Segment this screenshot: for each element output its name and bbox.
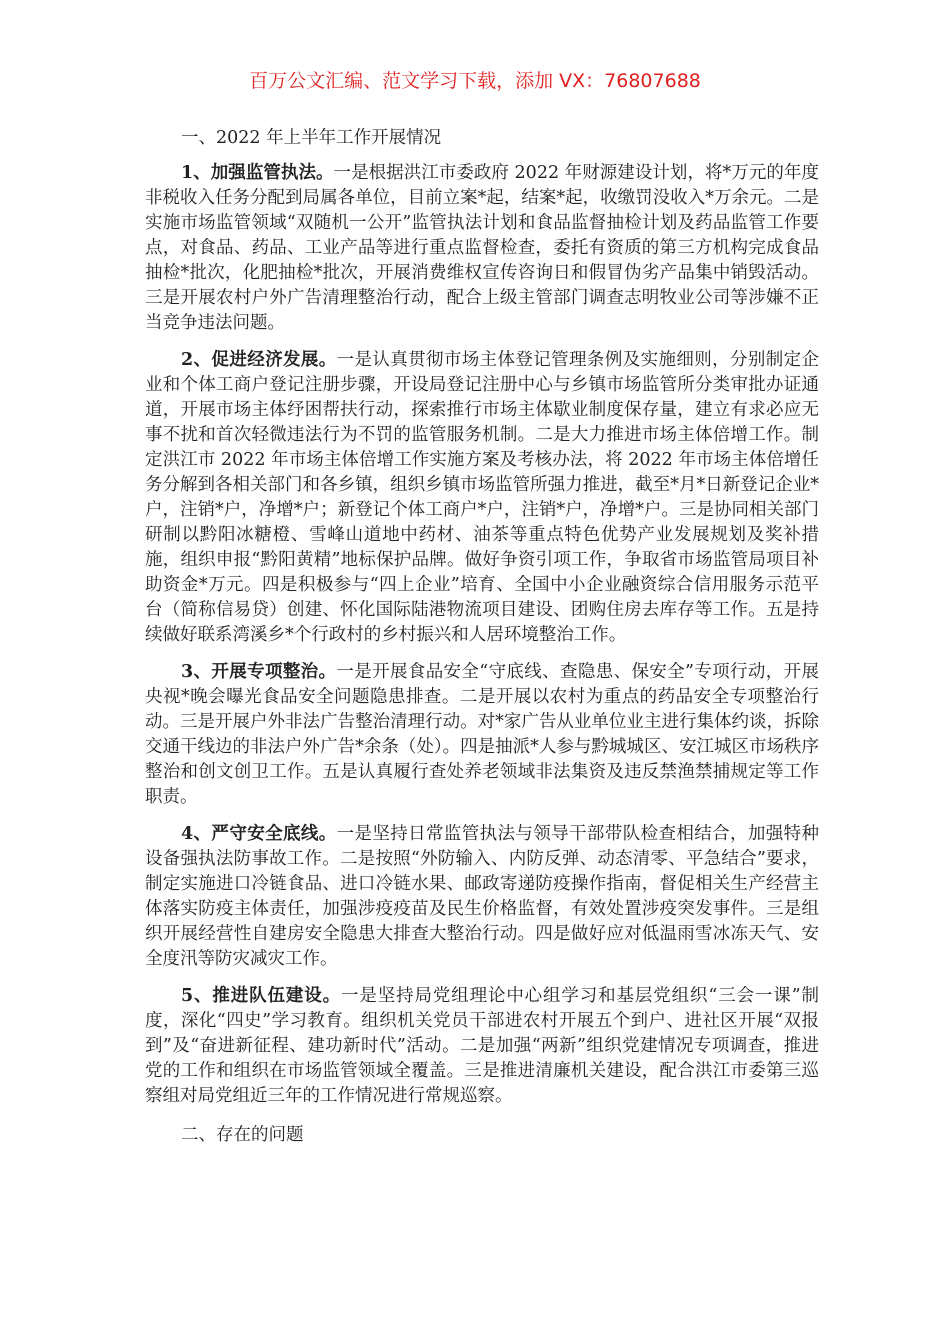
paragraph-text: 一是认真贯彻市场主体登记管理条例及实施细则，分别制定企业和个体工商户登记注册步骤，开设局登记注册中心与乡镇市场监管所分类审批办证通道，开展市场主体纾困帮扶行动，探索推行市场主体歇业制度保存量，建立有求必应无事不扰和首次轻微违法行为不罚的监管服务机制。二是大力推进市场主体倍增工作。制定洪江市 2022 年市场主体倍增工作实施方案及考核办法，将 2022 年市场主体倍增任务分解到各相关部门和各乡镇，组织乡镇市场监管所强力推进，截至*月*日新登记企业*户，注销*户，净增*户；新登记个体工商户*户，注销*户，净增*户。三是协同相关部门研制以黔阳冰糖橙、雪峰山道地中药材、油茶等重点特色优势产业发展规划及奖补措施，组织申报“黔阳黄精”地标保护品牌。做好争资引项工作，争取省市场监管局项目补助资金*万元。四是积极参与“四上企业”培育、全国中小企业融资综合信用服务示范平台（简称信易贷）创建、怀化国际陆港物流项目建设、团购住房去库存等工作。五是持续做好联系湾溪乡*个行政村的乡村振兴和人居环境整治工作。 (145, 350, 819, 645)
paragraph-5 (145, 984, 819, 1109)
document-body (145, 126, 819, 1158)
paragraph-text: 一是根据洪江市委政府 2022 年财源建设计划，将*万元的年度非税收入任务分配到局属各单位，目前立案*起，结案*起，收缴罚没收入*万余元。二是实施市场监管领域“双随机一公开”监管执法计划和食品监督抽检计划及药品监管工作要点，对食品、药品、工业产品等进行重点监督检查，委托有资质的第三方机构完成食品抽检*批次，化肥抽检*批次，开展消费维权宣传咨询日和假冒伪劣产品集中销毁活动。三是开展农村户外广告清理整治行动，配合上级主管部门调查志明牧业公司等涉嫌不正当竞争违法问题。 (145, 163, 819, 333)
paragraph-title: 3、开展专项整治。 (181, 662, 337, 682)
paragraph-text: 一是坚持局党组理论中心组学习和基层党组织“三会一课”制度，深化“四史”学习教育。组织机关党员干部进农村开展五个到户、进社区开展“双报到”及“奋进新征程、建功新时代”活动。二是加强“两新”组织党建情况专项调查，推进党的工作和组织在市场监管领域全覆盖。三是推进清廉机关建设，配合洪江市委第三巡察组对局党组近三年的工作情况进行常规巡察。 (145, 986, 819, 1106)
paragraph-1 (145, 161, 819, 336)
paragraph-title: 2、促进经济发展。 (181, 350, 337, 370)
section-heading-2: 二、存在的问题 (181, 1125, 304, 1145)
paragraph-title: 4、严守安全底线。 (181, 824, 337, 844)
paragraph-4 (145, 822, 819, 972)
paragraph-2 (145, 348, 819, 648)
paragraph-text: 一是坚持日常监管执法与领导干部带队检查相结合，加强特种设备强执法防事故工作。二是按照“外防输入、内防反弹、动态清零、平急结合”要求，制定实施进口冷链食品、进口冷链水果、邮政寄递防疫操作指南，督促相关生产经营主体落实防疫主体责任，加强涉疫疫苗及民生价格监督，有效处置涉疫突发事件。三是组织开展经营性自建房安全隐患大排查大整治行动。四是做好应对低温雨雪冰冻天气、安全度汛等防灾减灾工作。 (145, 824, 819, 969)
section-heading-1: 一、2022 年上半年工作开展情况 (181, 128, 442, 148)
paragraph-title: 5、推进队伍建设。 (181, 986, 341, 1006)
paragraph-text: 一是开展食品安全“守底线、查隐患、保安全”专项行动，开展央视*晚会曝光食品安全问题隐患排查。二是开展以农村为重点的药品安全专项整治行动。三是开展户外非法广告整治清理行动。对*家广告从业单位业主进行集体约谈，拆除交通干线边的非法户外广告*余条（处）。四是抽派*人参与黔城城区、安江城区市场秩序整治和创文创卫工作。五是认真履行查处养老领域非法集资及违反禁渔禁捕规定等工作职责。 (145, 662, 819, 807)
paragraph-3 (145, 660, 819, 810)
paragraph-title: 1、加强监管执法。 (181, 163, 334, 183)
watermark-banner: 百万公文汇编、范文学习下载，添加 VX：76807688 (249, 70, 701, 92)
